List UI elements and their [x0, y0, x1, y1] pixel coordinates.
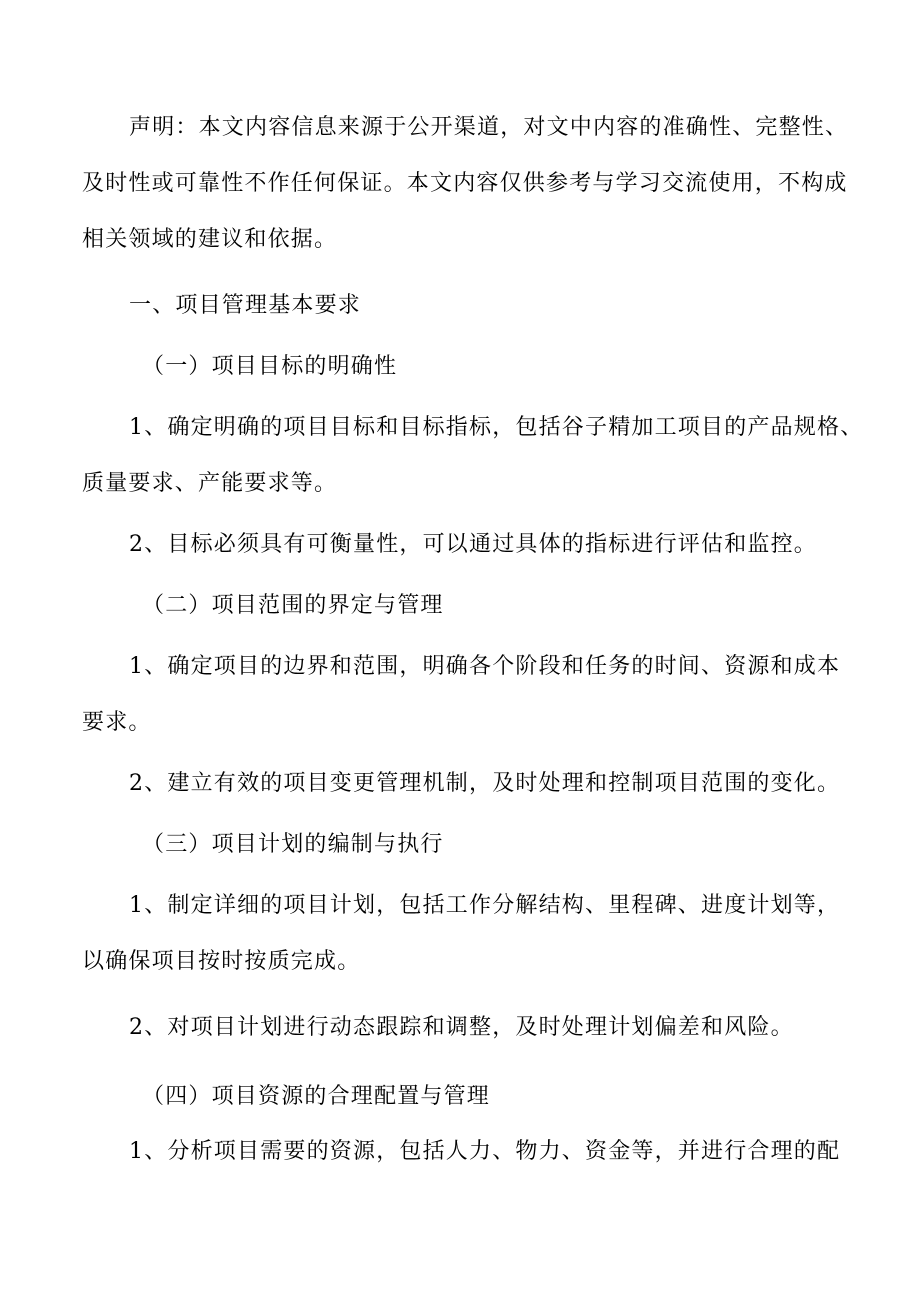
subsection-heading-2: （二）项目范围的界定与管理	[142, 593, 444, 618]
paragraph-line: 1、制定详细的项目计划，包括工作分解结构、里程碑、进度计划等，	[129, 893, 841, 918]
paragraph-line: 要求。	[82, 710, 152, 735]
subsection-heading-1: （一）项目目标的明确性	[142, 354, 398, 379]
paragraph-line: 2、目标必须具有可衡量性，可以通过具体的指标进行评估和监控。	[129, 532, 817, 557]
section-heading: 一、项目管理基本要求	[129, 293, 362, 318]
paragraph-line: 以确保项目按时按质完成。	[82, 949, 361, 974]
paragraph-line: 2、对项目计划进行动态跟踪和调整，及时处理计划偏差和风险。	[129, 1015, 794, 1040]
paragraph-line: 1、分析项目需要的资源，包括人力、物力、资金等，并进行合理的配	[129, 1139, 841, 1164]
subsection-heading-4: （四）项目资源的合理配置与管理	[142, 1084, 491, 1109]
disclaimer-line-1: 声明：本文内容信息来源于公开渠道，对文中内容的准确性、完整性、	[129, 115, 849, 140]
disclaimer-line-2: 及时性或可靠性不作任何保证。本文内容仅供参考与学习交流使用，不构成	[82, 171, 848, 196]
paragraph-line: 1、确定明确的项目目标和目标指标，包括谷子精加工项目的产品规格、	[129, 415, 864, 440]
paragraph-line: 1、确定项目的边界和范围，明确各个阶段和任务的时间、资源和成本	[129, 654, 841, 679]
paragraph-line: 质量要求、产能要求等。	[82, 471, 338, 496]
subsection-heading-3: （三）项目计划的编制与执行	[142, 832, 444, 857]
paragraph-line: 2、建立有效的项目变更管理机制，及时处理和控制项目范围的变化。	[129, 771, 841, 796]
disclaimer-line-3: 相关领域的建议和依据。	[82, 227, 338, 252]
